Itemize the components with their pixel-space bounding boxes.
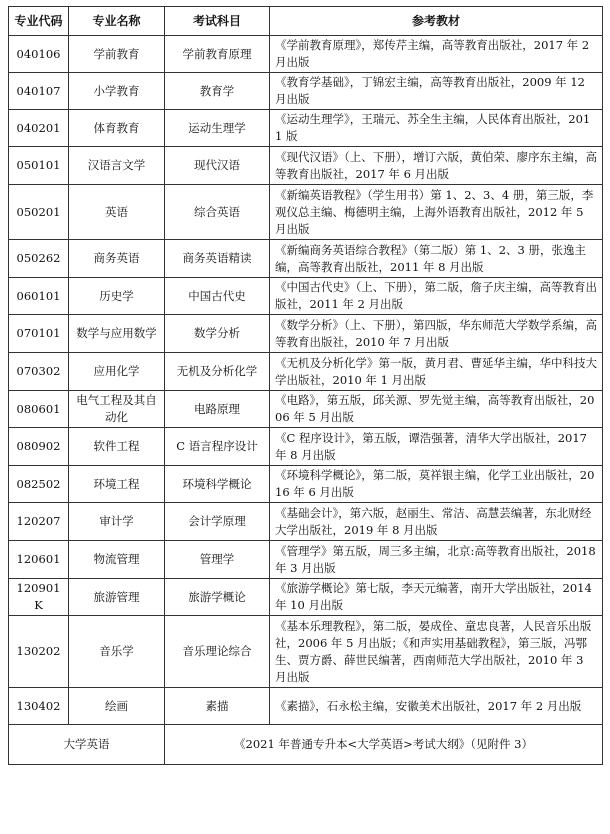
- cell-major: 汉语言文学: [69, 147, 165, 185]
- cell-subject: 中国古代史: [165, 278, 270, 315]
- table-row: [9, 240, 603, 278]
- cell-reference: 《教育学基础》，丁锦宏主编，高等教育出版社，2009 年 12 月出版: [270, 73, 603, 110]
- cell-reference: 《中国古代史》（上、下册），第二版，詹子庆主编，高等教育出版社，2011 年 2 月出版: [270, 278, 603, 315]
- cell-reference: 《无机及分析化学》第一版，黄月君、曹延华主编，华中科技大学出版社，2010 年 1 月出版: [270, 353, 603, 391]
- cell-major: 音乐学: [69, 616, 165, 688]
- footer-row: [9, 725, 603, 765]
- cell-code: 130402: [9, 688, 69, 725]
- cell-code: 120207: [9, 503, 69, 541]
- cell-reference: 《C 程序设计》，第五版，谭浩强著，清华大学出版社，2017 年 8 月出版: [270, 428, 603, 466]
- cell-code: 040106: [9, 36, 69, 73]
- cell-code: 050262: [9, 240, 69, 278]
- table-row: [9, 466, 603, 503]
- cell-major: 学前教育: [69, 36, 165, 73]
- cell-subject: 会计学原理: [165, 503, 270, 541]
- cell-reference: 《管理学》第五版，周三多主编，北京:高等教育出版社，2018 年 3 月出版: [270, 541, 603, 579]
- table-row: [9, 185, 603, 240]
- cell-subject: 电路原理: [165, 391, 270, 428]
- cell-reference: 《学前教育原理》，郑传芹主编，高等教育出版社，2017 年 2 月出版: [270, 36, 603, 73]
- cell-code: 080601: [9, 391, 69, 428]
- cell-code: 080902: [9, 428, 69, 466]
- cell-code: 050101: [9, 147, 69, 185]
- cell-reference: 《运动生理学》，王瑞元、苏全生主编，人民体育出版社，2011 版: [270, 110, 603, 147]
- cell-code: 082502: [9, 466, 69, 503]
- cell-subject: 综合英语: [165, 185, 270, 240]
- table-row: [9, 147, 603, 185]
- cell-subject: C 语言程序设计: [165, 428, 270, 466]
- footer-reference: 《2021 年普通专升本<大学英语>考试大纲》（见附件 3）: [165, 725, 603, 765]
- cell-major: 旅游管理: [69, 579, 165, 616]
- cell-major: 英语: [69, 185, 165, 240]
- cell-code: 120601: [9, 541, 69, 579]
- cell-subject: 素描: [165, 688, 270, 725]
- cell-subject: 环境科学概论: [165, 466, 270, 503]
- cell-code: 060101: [9, 278, 69, 315]
- table-row: [9, 616, 603, 688]
- cell-reference: 《数学分析》（上、下册），第四版，华东师范大学数学系编，高等教育出版社，2010 年 7 月出版: [270, 315, 603, 353]
- cell-code: 040201: [9, 110, 69, 147]
- cell-reference: 《新编英语教程》（学生用书）第 1、2、3、4 册，第三版，李观仪总主编、梅德明主编，上海外语教育出版社，2012 年 5 月出版: [270, 185, 603, 240]
- table-row: [9, 391, 603, 428]
- cell-code: 040107: [9, 73, 69, 110]
- table-row: [9, 315, 603, 353]
- cell-major: 绘画: [69, 688, 165, 725]
- cell-subject: 运动生理学: [165, 110, 270, 147]
- cell-major: 软件工程: [69, 428, 165, 466]
- cell-reference: 《电路》，第五版，邱关源、罗先觉主编，高等教育出版社，2006 年 5 月出版: [270, 391, 603, 428]
- textbook-table: [8, 6, 603, 765]
- table-row: [9, 688, 603, 725]
- cell-major: 应用化学: [69, 353, 165, 391]
- cell-subject: 教育学: [165, 73, 270, 110]
- table-row: [9, 353, 603, 391]
- table-row: [9, 110, 603, 147]
- cell-major: 小学教育: [69, 73, 165, 110]
- cell-reference: 《环境科学概论》，第二版，莫祥银主编，化学工业出版社，2016 年 6 月出版: [270, 466, 603, 503]
- cell-subject: 商务英语精读: [165, 240, 270, 278]
- header-subject: 考试科目: [165, 7, 270, 36]
- cell-reference: 《基础会计》，第六版，赵丽生、常洁、高慧芸编著，东北财经大学出版社，2019 年 8 月出版: [270, 503, 603, 541]
- cell-reference: 《素描》，石永松主编，安徽美术出版社，2017 年 2 月出版: [270, 688, 603, 725]
- cell-subject: 现代汉语: [165, 147, 270, 185]
- footer-label: 大学英语: [9, 725, 165, 765]
- cell-reference: 《新编商务英语综合教程》（第二版）第 1、2、3 册，张逸主编，高等教育出版社，2011 年 8 月出版: [270, 240, 603, 278]
- cell-major: 审计学: [69, 503, 165, 541]
- table-row: [9, 428, 603, 466]
- header-major: 专业名称: [69, 7, 165, 36]
- cell-subject: 音乐理论综合: [165, 616, 270, 688]
- table-row: [9, 73, 603, 110]
- cell-reference: 《现代汉语》（上、下册），增订六版，黄伯荣、廖序东主编，高等教育出版社，2017 年 6 月出版: [270, 147, 603, 185]
- table-row: [9, 579, 603, 616]
- cell-code: 070302: [9, 353, 69, 391]
- cell-major: 环境工程: [69, 466, 165, 503]
- cell-code: 130202: [9, 616, 69, 688]
- cell-major: 数学与应用数学: [69, 315, 165, 353]
- cell-major: 电气工程及其自动化: [69, 391, 165, 428]
- cell-major: 物流管理: [69, 541, 165, 579]
- cell-subject: 旅游学概论: [165, 579, 270, 616]
- table-row: [9, 541, 603, 579]
- table-row: [9, 278, 603, 315]
- cell-subject: 无机及分析化学: [165, 353, 270, 391]
- cell-major: 商务英语: [69, 240, 165, 278]
- cell-major: 体育教育: [69, 110, 165, 147]
- header-code: 专业代码: [9, 7, 69, 36]
- cell-code: 050201: [9, 185, 69, 240]
- header-row: [9, 7, 603, 36]
- cell-code: 070101: [9, 315, 69, 353]
- cell-subject: 数学分析: [165, 315, 270, 353]
- cell-code: 120901K: [9, 579, 69, 616]
- cell-subject: 管理学: [165, 541, 270, 579]
- header-reference: 参考教材: [270, 7, 603, 36]
- cell-reference: 《基本乐理教程》，第二版，晏成佺、童忠良著，人民音乐出版社，2006 年 5 月出版；《和声实用基础教程》，第三版，冯鄂生、贾方爵、薛世民编著，西南师范大学出版社，2010 年 3 月出版: [270, 616, 603, 688]
- table-row: [9, 503, 603, 541]
- cell-reference: 《旅游学概论》第七版，李天元编著，南开大学出版社，2014 年 10 月出版: [270, 579, 603, 616]
- cell-subject: 学前教育原理: [165, 36, 270, 73]
- cell-major: 历史学: [69, 278, 165, 315]
- table-row: [9, 36, 603, 73]
